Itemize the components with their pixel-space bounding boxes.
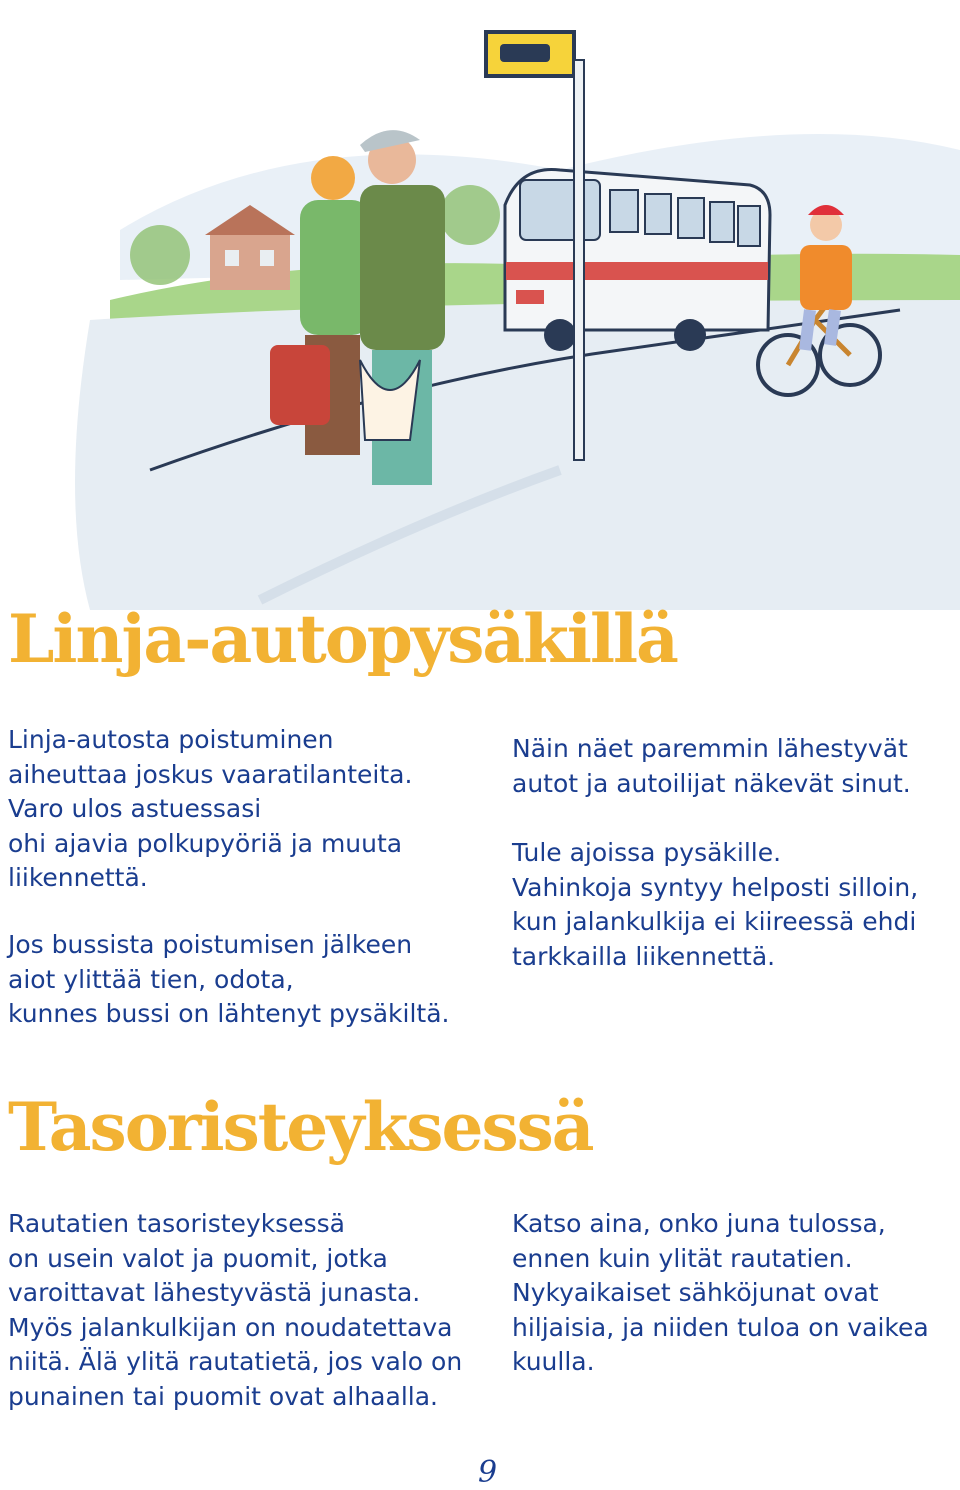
text-line: ennen kuin ylität rautatien. — [512, 1243, 853, 1273]
paragraph-crossing-road — [8, 928, 449, 1032]
text-line: Myös jalankulkijan on noudatettava — [8, 1312, 453, 1342]
text-line: Linja-autosta poistuminen — [8, 725, 334, 754]
paragraph-level-crossing-lights — [8, 1207, 462, 1414]
section-heading-bus-stop: Linja-autopysäkillä — [8, 600, 677, 678]
text-line: liikennettä. — [8, 863, 148, 892]
text-line: aiot ylittää tien, odota, — [8, 964, 294, 994]
text-line: kun jalankulkija ei kiireessä ehdi — [512, 907, 917, 936]
text-line: autot ja autoilijat näkevät sinut. — [512, 768, 911, 798]
paragraph-quiet-trains — [512, 1207, 929, 1380]
text-line: Nykyaikaiset sähköjunat ovat — [512, 1278, 879, 1307]
text-line: ohi ajavia polkupyöriä ja muuta — [8, 828, 403, 858]
bus-drawing — [505, 169, 770, 351]
paragraph-be-on-time — [512, 836, 918, 974]
section-heading-level-crossing: Tasoristeyksessä — [8, 1088, 593, 1166]
text-line: kunnes bussi on lähtenyt pysäkiltä. — [8, 999, 450, 1028]
text-line: hiljaisia, ja niiden tuloa on vaikea — [512, 1312, 929, 1342]
text-line: Vahinkoja syntyy helposti silloin, — [512, 872, 919, 902]
text-line: kuulla. — [512, 1347, 595, 1376]
text-line: Rautatien tasoristeyksessä — [8, 1209, 345, 1238]
text-line: varoittavat lähestyvästä junasta. — [8, 1278, 421, 1307]
text-line: tarkkailla liikennettä. — [512, 941, 776, 971]
text-line: punainen tai puomit ovat alhaalla. — [8, 1381, 438, 1411]
text-line: Varo ulos astuessasi — [8, 794, 262, 823]
text-line: Katso aina, onko juna tulossa, — [512, 1209, 886, 1238]
text-line: on usein valot ja puomit, jotka — [8, 1243, 388, 1273]
page-number: 9 — [478, 1455, 498, 1490]
text-line: Tule ajoissa pysäkille. — [512, 838, 782, 867]
text-line: Näin näet paremmin lähestyvät — [512, 734, 908, 763]
text-line: aiheuttaa joskus vaaratilanteita. — [8, 759, 413, 789]
text-line: niitä. Älä ylitä rautatietä, jos valo on — [8, 1347, 463, 1376]
paragraph-visibility — [512, 732, 911, 801]
bus-stop-illustration — [0, 0, 960, 610]
text-line: Jos bussista poistumisen jälkeen — [8, 930, 413, 959]
paragraph-leaving-bus — [8, 723, 412, 896]
